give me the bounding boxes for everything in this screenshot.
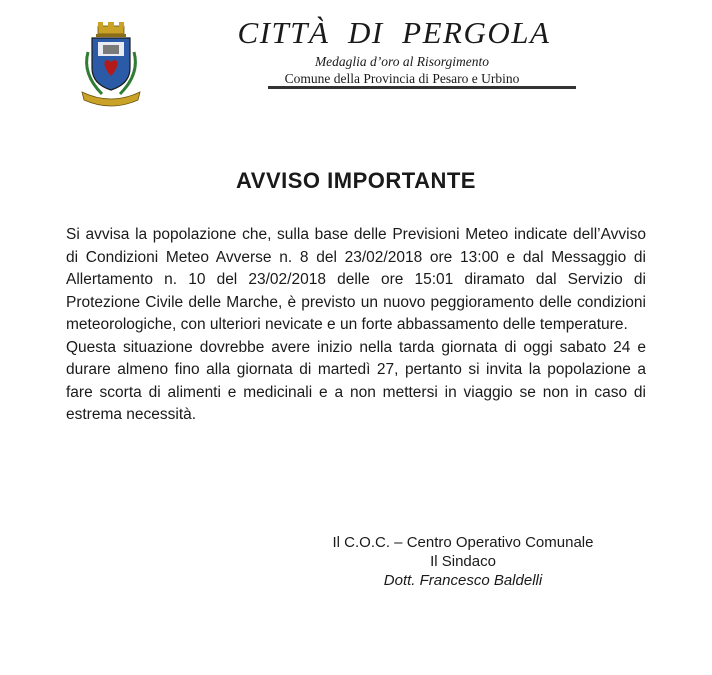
letterhead	[196, 14, 608, 87]
signature-role: Il Sindaco	[430, 553, 496, 570]
notice-body	[66, 224, 646, 427]
header-rule	[268, 86, 576, 89]
notice-title: AVVISO IMPORTANTE	[236, 168, 476, 193]
city-name: CITTÀ DI PERGOLA	[237, 15, 551, 50]
notice-paragraph: Questa situazione dovrebbe avere inizio nella tarda giornata di oggi sabato 24 e durare almeno fino alla giornata di martedì 27, pertanto si invita la popolazione a fare scorta di alimenti e medicinali e a non mettersi in viaggio se non in caso di estrema necessità.	[66, 338, 646, 423]
notice-paragraph: Si avvisa la popolazione che, sulla base delle Previsioni Meteo indicate dell’Avviso di Condizioni Meteo Avverse n. 8 del 23/02/2018 ore 13:00 e dal Messaggio di Allertamento n. 10 del 23/02/2018 delle ore 15:01 diramato dal Servizio di Protezione Civile delle Marche, è previsto un nuovo peggioramento delle condizioni meteorologiche, con ulteriori nevicate e un forte abbassamento delle temperature.	[66, 226, 646, 333]
signature-block	[318, 533, 608, 590]
city-crest-icon	[78, 22, 144, 108]
signature-office: Il C.O.C. – Centro Operativo Comunale	[332, 534, 594, 551]
signature-name: Dott. Francesco Baldelli	[383, 572, 543, 589]
medal-subtitle: Medaglia d’oro al Risorgimento	[314, 54, 490, 69]
province-subtitle: Comune della Provincia di Pesaro e Urbino	[284, 71, 520, 86]
